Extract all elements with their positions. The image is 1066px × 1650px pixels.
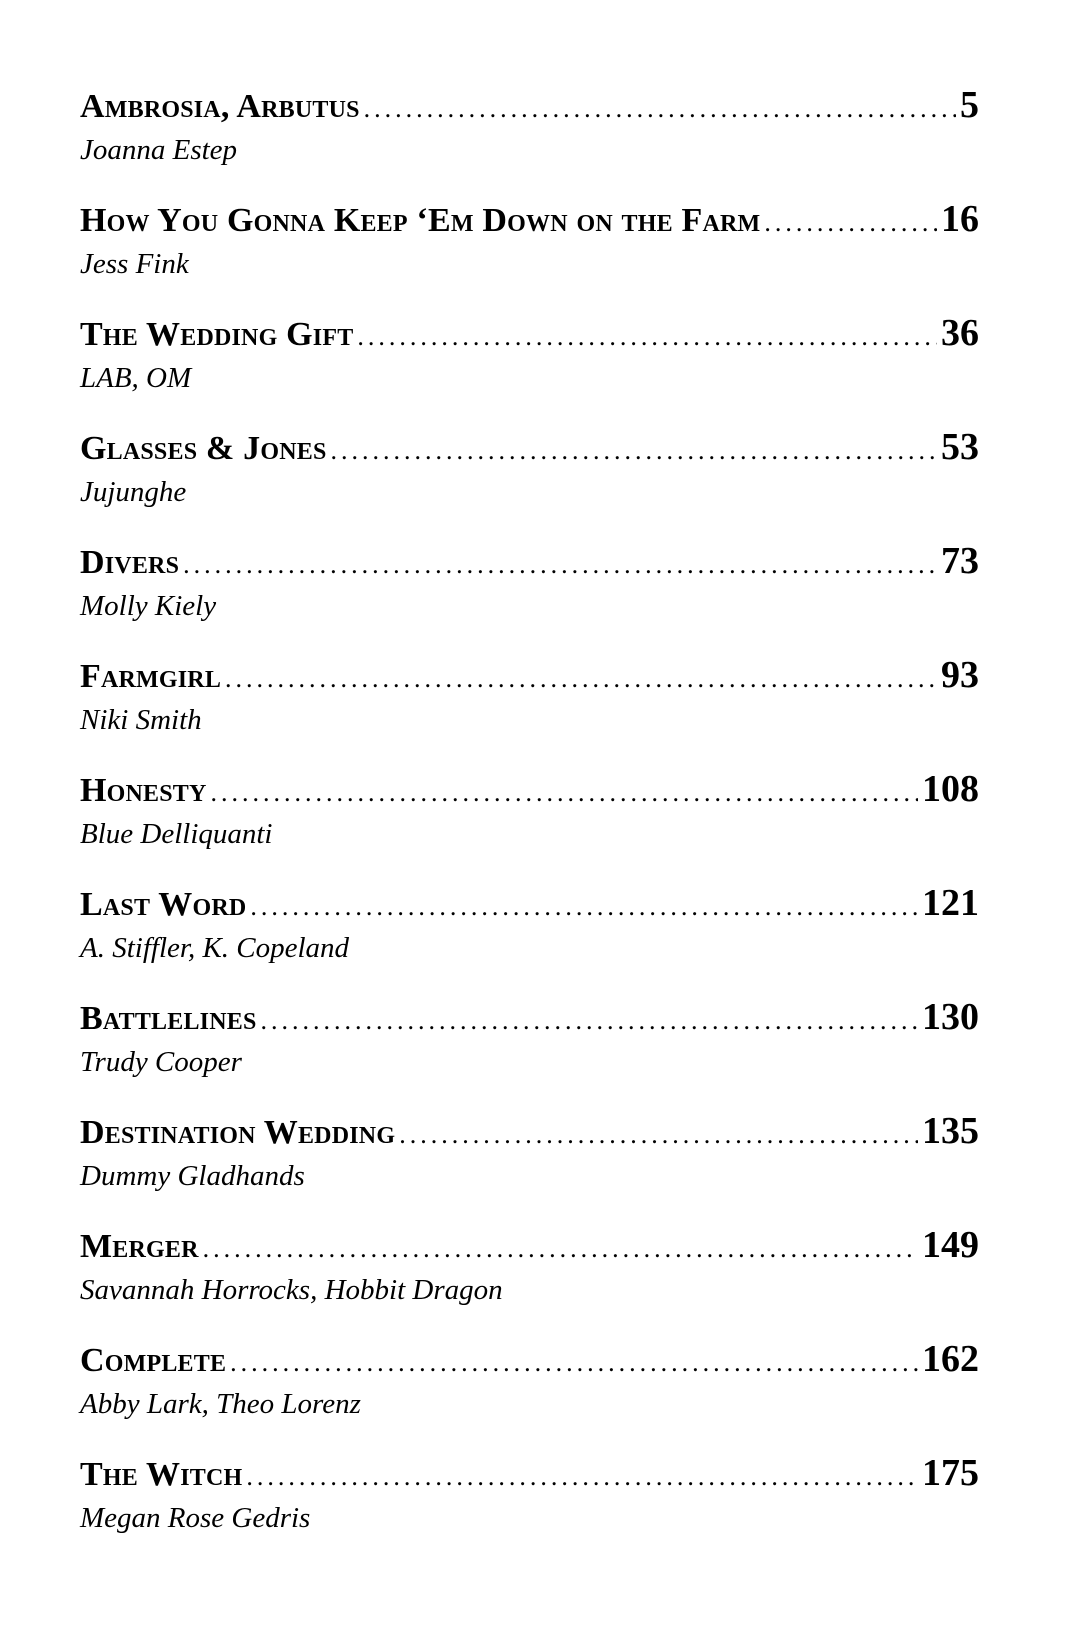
dot-leader bbox=[225, 666, 937, 692]
toc-entry-line bbox=[80, 83, 979, 133]
entry-title: Destination Wedding bbox=[80, 1114, 396, 1151]
toc-entry-line bbox=[80, 425, 979, 475]
entry-author: LAB, OM bbox=[80, 362, 192, 394]
dot-leader bbox=[246, 1464, 918, 1490]
entry-author: Niki Smith bbox=[80, 704, 202, 736]
toc-entry-line bbox=[80, 1337, 979, 1387]
toc-entry[interactable] bbox=[80, 653, 979, 767]
toc-entry-line bbox=[80, 1451, 979, 1501]
entry-author: Trudy Cooper bbox=[80, 1046, 242, 1078]
entry-title: Complete bbox=[80, 1342, 227, 1379]
dot-leader bbox=[250, 894, 918, 920]
toc-entry[interactable] bbox=[80, 425, 979, 539]
toc-entry[interactable] bbox=[80, 767, 979, 881]
entry-title: Merger bbox=[80, 1228, 199, 1265]
entry-title: How You Gonna Keep ‘Em Down on the Farm bbox=[80, 202, 761, 239]
toc-entry[interactable] bbox=[80, 1109, 979, 1223]
dot-leader bbox=[399, 1122, 918, 1148]
toc-entry-line bbox=[80, 995, 979, 1045]
entry-author: Dummy Gladhands bbox=[80, 1160, 305, 1192]
entry-page-number: 53 bbox=[941, 426, 979, 468]
entry-title: Glasses & Jones bbox=[80, 430, 327, 467]
entry-page-number: 36 bbox=[941, 312, 979, 354]
entry-title: The Wedding Gift bbox=[80, 316, 354, 353]
toc-entry[interactable] bbox=[80, 1223, 979, 1337]
entry-page-number: 135 bbox=[922, 1110, 979, 1152]
entry-author: Jess Fink bbox=[80, 248, 189, 280]
toc-entry[interactable] bbox=[80, 311, 979, 425]
entry-title: The Witch bbox=[80, 1456, 243, 1493]
entry-author: Jujunghe bbox=[80, 476, 187, 508]
toc-entry-line bbox=[80, 1109, 979, 1159]
dot-leader bbox=[364, 96, 956, 122]
entry-author: A. Stiffler, K. Copeland bbox=[80, 932, 350, 964]
toc-entry-line bbox=[80, 197, 979, 247]
toc-entry[interactable] bbox=[80, 197, 979, 311]
entry-page-number: 121 bbox=[922, 882, 979, 924]
dot-leader bbox=[230, 1350, 918, 1376]
entry-page-number: 93 bbox=[941, 654, 979, 696]
dot-leader bbox=[261, 1008, 919, 1034]
entry-title: Battlelines bbox=[80, 1000, 257, 1037]
dot-leader bbox=[331, 438, 937, 464]
dot-leader bbox=[357, 324, 937, 350]
entry-author: Molly Kiely bbox=[80, 590, 217, 622]
entry-author: Savannah Horrocks, Hobbit Dragon bbox=[80, 1274, 503, 1306]
toc-entry[interactable] bbox=[80, 1451, 979, 1565]
toc-entry-line bbox=[80, 653, 979, 703]
toc-entry[interactable] bbox=[80, 1337, 979, 1451]
entry-page-number: 108 bbox=[922, 768, 979, 810]
entry-author: Megan Rose Gedris bbox=[80, 1502, 311, 1534]
entry-author: Blue Delliquanti bbox=[80, 818, 273, 850]
toc-entry-line bbox=[80, 539, 979, 589]
dot-leader bbox=[203, 1236, 918, 1262]
toc-entry[interactable] bbox=[80, 83, 979, 197]
entry-title: Farmgirl bbox=[80, 658, 222, 695]
entry-author: Joanna Estep bbox=[80, 134, 238, 166]
toc-entry-line bbox=[80, 311, 979, 361]
entry-page-number: 130 bbox=[922, 996, 979, 1038]
toc-entry-line bbox=[80, 881, 979, 931]
entry-title: Divers bbox=[80, 544, 180, 581]
dot-leader bbox=[764, 210, 937, 236]
entry-page-number: 175 bbox=[922, 1452, 979, 1494]
toc-entry[interactable] bbox=[80, 539, 979, 653]
entry-page-number: 162 bbox=[922, 1338, 979, 1380]
toc-entry-line bbox=[80, 767, 979, 817]
entry-title: Ambrosia, Arbutus bbox=[80, 88, 360, 125]
toc-entry[interactable] bbox=[80, 995, 979, 1109]
entry-title: Last Word bbox=[80, 886, 247, 923]
entry-page-number: 5 bbox=[960, 84, 979, 126]
dot-leader bbox=[183, 552, 937, 578]
entry-page-number: 73 bbox=[941, 540, 979, 582]
entry-page-number: 16 bbox=[941, 198, 979, 240]
dot-leader bbox=[211, 780, 918, 806]
entry-author: Abby Lark, Theo Lorenz bbox=[80, 1388, 361, 1420]
entry-title: Honesty bbox=[80, 772, 207, 809]
entry-page-number: 149 bbox=[922, 1224, 979, 1266]
table-of-contents bbox=[80, 83, 979, 1565]
toc-entry-line bbox=[80, 1223, 979, 1273]
toc-entry[interactable] bbox=[80, 881, 979, 995]
